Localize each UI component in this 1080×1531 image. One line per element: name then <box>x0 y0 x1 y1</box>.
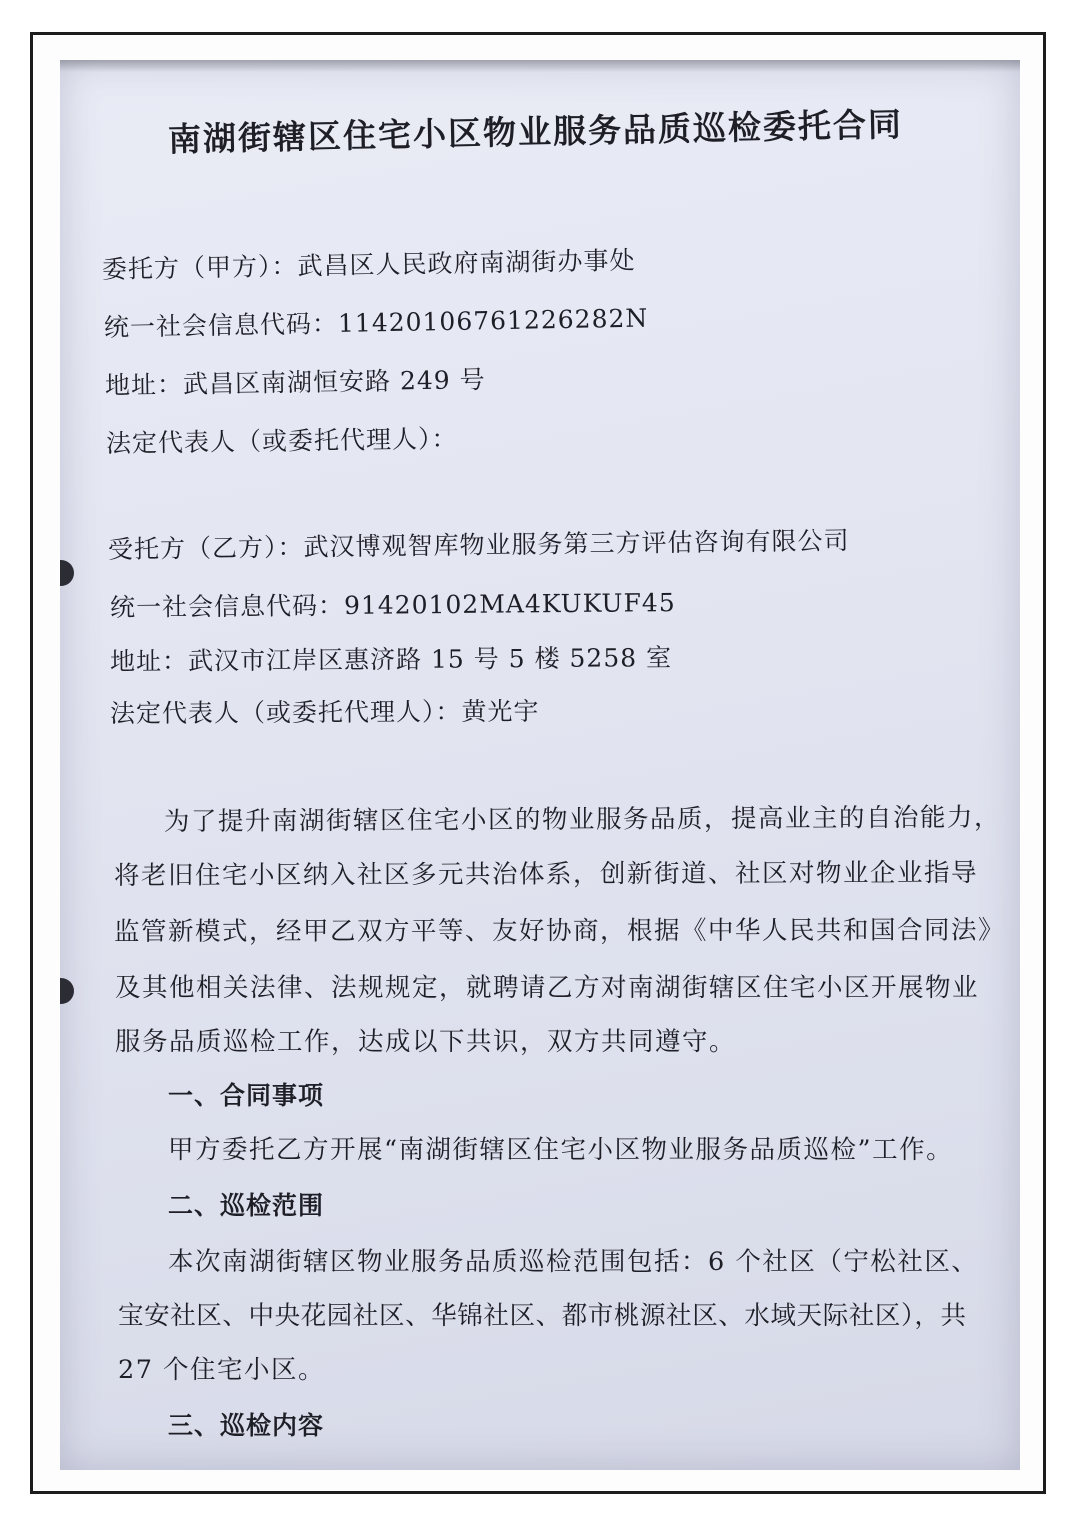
section-line: 甲方委托乙方开展“南湖街辖区住宅小区物业服务品质巡检”工作。 <box>168 1135 954 1165</box>
document-title: 南湖街辖区住宅小区物业服务品质巡检委托合同 <box>167 104 904 159</box>
frame-corner-top-right <box>1021 32 1046 57</box>
section-line: 宝安社区、中央花园社区、华锦社区、都市桃源社区、水域天际社区），共 <box>118 1301 967 1331</box>
party-b-address: 地址：武汉市江岸区惠济路 15 号 5 楼 5258 室 <box>109 643 673 676</box>
punch-hole-icon <box>60 978 74 1004</box>
section-heading: 二、巡检范围 <box>168 1191 325 1220</box>
party-a-credit-code: 统一社会信息代码：11420106761226282N <box>103 303 649 342</box>
party-b-credit-code: 统一社会信息代码：91420102MA4KUKUF45 <box>109 588 676 622</box>
frame-corner-top-left <box>30 32 55 57</box>
preamble-line: 及其他相关法律、法规规定，就聘请乙方对南湖街辖区住宅小区开展物业 <box>115 973 980 1003</box>
preamble-line: 为了提升南湖街辖区住宅小区的物业服务品质，提高业主的自治能力， <box>163 802 1002 837</box>
preamble-line: 监管新模式，经甲乙双方平等、友好协商，根据《中华人民共和国合同法》 <box>113 915 1006 947</box>
party-a-address: 地址：武昌区南湖恒安路 249 号 <box>104 365 486 400</box>
section-heading: 一、合同事项 <box>168 1081 325 1110</box>
contract-page <box>60 60 1020 1470</box>
preamble-line: 将老旧住宅小区纳入社区多元共治体系，创新街道、社区对物业企业指导 <box>113 857 979 891</box>
party-a-representative: 法定代表人（或委托代理人）： <box>105 424 458 458</box>
section-line: 本次南湖街辖区物业服务品质巡检范围包括：6 个社区（宁松社区、 <box>168 1247 979 1277</box>
preamble-line: 服务品质巡检工作，达成以下共识，双方共同遵守。 <box>115 1027 737 1057</box>
party-b-name: 受托方（乙方）：武汉博观智库物业服务第三方评估咨询有限公司 <box>107 525 850 564</box>
section-heading: 三、巡检内容 <box>168 1411 325 1440</box>
party-a-name: 委托方（甲方）：武昌区人民政府南湖街办事处 <box>101 245 636 284</box>
party-b-representative: 法定代表人（或委托代理人）：黄光宇 <box>109 696 540 728</box>
section-line: 27 个住宅小区。 <box>118 1355 326 1385</box>
punch-hole-icon <box>60 560 74 586</box>
